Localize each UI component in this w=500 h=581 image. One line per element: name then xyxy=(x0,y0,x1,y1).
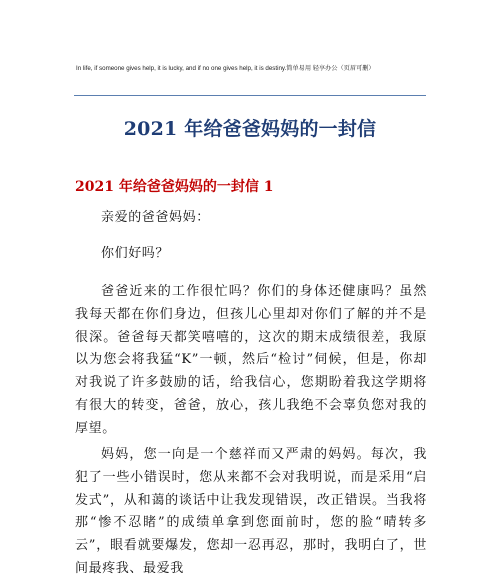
body-paragraph-2: 妈妈，您一向是一个慈祥而又严肃的妈妈。每次，我犯了一些小错误时，您从来都不会对我明说，而是采用“启发式”，从和蔼的谈话中让我发现错误，改正错误。当我将那“惨不忍睹”的成绩单拿到您面前时，您的脸“晴转多云”，眼看就要爆发，您却一忍再忍，那时，我明白了，世间最疼我、最爱我 xyxy=(75,447,427,576)
body-paragraph-1: 爸爸近来的工作很忙吗？你们的身体还健康吗？虽然我每天都在你们身边，但孩儿心里却对你们了解的并不是很深。爸爸每天都笑嘻嘻的，这次的期末成绩很差，我原以为您会将我猛“K”一顿，然后“检讨”伺候，但是，你却对我说了许多鼓励的话，给我信心，您期盼着我这学期将有很大的转变，爸爸，放心，孩儿我绝不会辜负您对我的厚望。 xyxy=(75,284,427,436)
opening-line: 你们好吗？ xyxy=(101,246,170,261)
document-title: 2021 年给爸爸妈妈的一封信 xyxy=(123,118,377,140)
header-divider xyxy=(74,95,426,96)
greeting-line: 亲爱的爸爸妈妈： xyxy=(101,210,210,225)
page-header-text: In life, if someone gives help, it is lucky, and if no one gives help, it is destiny.简单易用 轻享办公（页眉可删） xyxy=(76,65,375,72)
section-title: 2021 年给爸爸妈妈的一封信 1 xyxy=(75,179,274,195)
